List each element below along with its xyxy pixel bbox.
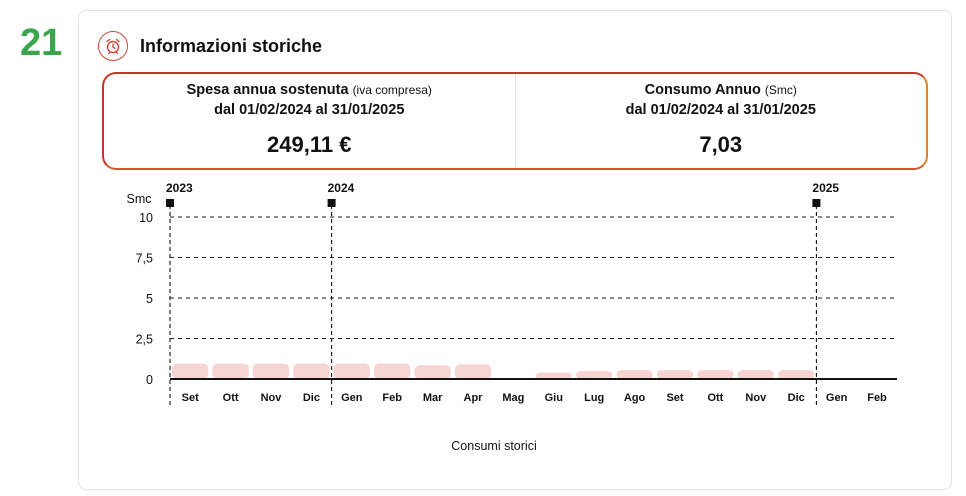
bar: [212, 364, 248, 379]
year-marker-label: 2024: [327, 181, 355, 195]
year-marker-label: 2025: [812, 181, 840, 195]
x-tick-label: Set: [666, 392, 684, 404]
x-tick-label: Feb: [382, 392, 402, 404]
year-marker-square: [328, 199, 336, 207]
x-tick-label: Nov: [260, 392, 282, 404]
annual-cost-value: 249,11 €: [267, 132, 352, 157]
year-marker-square: [166, 199, 174, 207]
bar: [253, 364, 289, 379]
x-tick-label: Set: [181, 392, 199, 404]
y-tick-label: 7,5: [135, 251, 153, 266]
bar: [738, 370, 774, 379]
bar: [334, 364, 370, 379]
section-title: Informazioni storiche: [140, 35, 323, 56]
x-tick-label: Mar: [422, 392, 443, 404]
bar: [374, 364, 410, 379]
y-tick-label: 10: [139, 211, 153, 225]
x-tick-label: Dic: [302, 392, 320, 404]
x-tick-label: Gen: [825, 392, 848, 404]
x-tick-label: Mag: [502, 392, 525, 404]
x-axis-label: Consumi storici: [451, 439, 537, 453]
bar: [414, 365, 450, 379]
y-axis-label: Smc: [126, 192, 152, 206]
x-tick-label: Gen: [341, 392, 363, 404]
y-tick-label: 5: [146, 292, 153, 306]
annual-cost-note: (iva compresa): [352, 83, 432, 97]
annual-consumption-note: (Smc): [764, 83, 797, 97]
y-tick-label: 2,5: [135, 332, 153, 347]
year-marker-square: [812, 199, 820, 207]
annual-cost-label: Spesa annua sostenuta: [186, 82, 349, 98]
x-tick-label: Feb: [867, 392, 887, 404]
x-tick-label: Giu: [544, 392, 563, 404]
annual-consumption-label: Consumo Annuo: [644, 82, 761, 98]
bar: [172, 364, 208, 379]
x-tick-label: Dic: [787, 392, 805, 404]
x-tick-label: Ago: [623, 392, 646, 404]
x-tick-label: Nov: [745, 392, 767, 404]
x-tick-label: Lug: [584, 392, 605, 404]
x-tick-label: Ott: [222, 392, 239, 404]
annual-consumption-period: dal 01/02/2024 al 31/01/2025: [625, 102, 816, 118]
page-number: 21: [20, 22, 63, 64]
x-tick-label: Ott: [707, 392, 724, 404]
bar: [697, 370, 733, 379]
annual-consumption-value: 7,03: [699, 132, 743, 157]
bar: [616, 370, 652, 379]
bar: [778, 370, 814, 379]
bar: [576, 371, 612, 379]
annual-cost-period: dal 01/02/2024 al 31/01/2025: [214, 102, 405, 118]
bar: [657, 370, 693, 379]
x-tick-label: Apr: [463, 392, 483, 404]
y-tick-label: 0: [146, 373, 153, 387]
bar: [455, 364, 491, 379]
year-marker-label: 2023: [166, 181, 193, 195]
bar: [293, 364, 329, 379]
